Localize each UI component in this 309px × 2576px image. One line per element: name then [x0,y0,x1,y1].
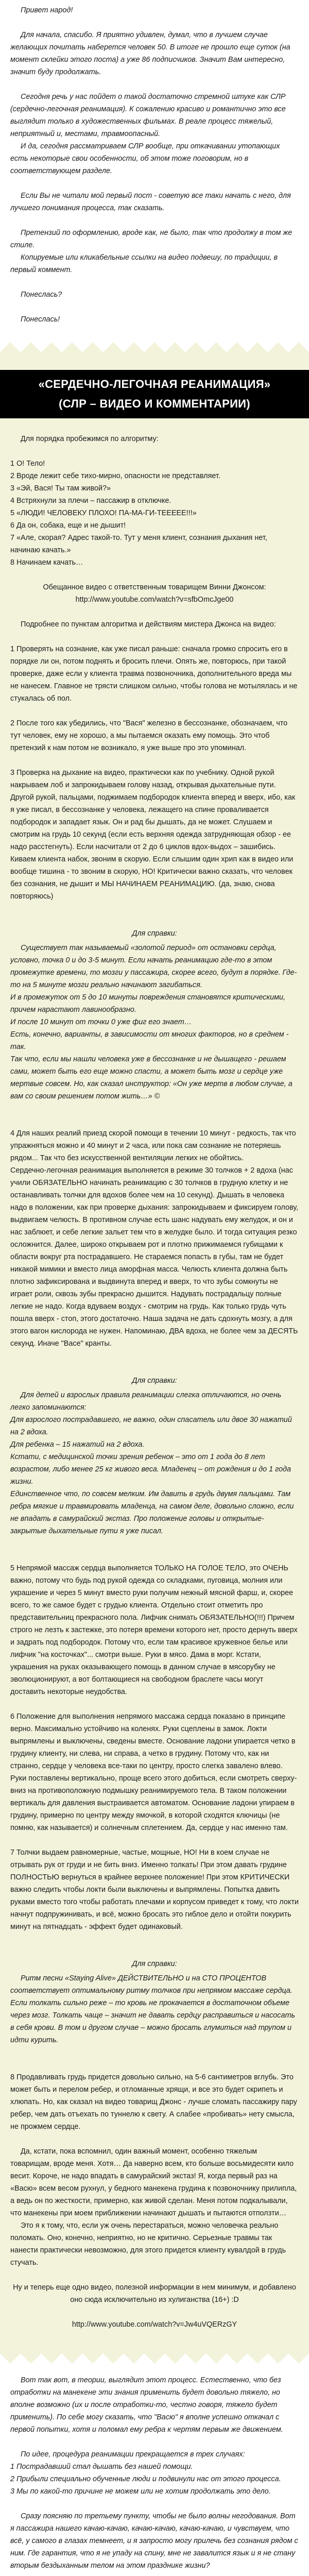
note-line: Кстати, с медицинской точки зрения ребенок – это от 1 года до 8 лет возрастом, либо менее 25 кг живого веса. Младенец – от рождения и до 1 года жизни. [10,1453,291,1486]
intro-paragraph: И да, сегодня рассматриваем СЛР вообще, при откачивании утопающих есть некоторые свои особенности, об этом тоже поговорим, но в соответствующем разделе. [10,142,280,175]
stop-case: 1 Пострадавший стал дышать без нашей помощи. [10,2463,193,2471]
note-line: Для взрослого пострадавшего, не важно, один спасатель или двое 30 нажатий на 2 вдоха. [10,1416,292,1436]
details-intro: Подробнее по пунктам алгоритма и действиям мистера Джонса на видео: [21,620,276,629]
note-line: Есть, конечно, варианты, в зависимости от многих факторов, но в среднем - так. [10,1030,289,1051]
title-line-2: (СЛР – ВИДЕО И КОММЕНТАРИИ) [59,397,250,410]
note-line: Так что, если мы нашли человека уже в бессознанке и не дышащего - решаем сами, может быть его еще можно спасти, а может быть мозг и сердце уже мертвые совсем. Но, как сказал инструктор: «Он уже мертв в любом случае, а вам со своим решением потом жить…» © [10,1055,293,1100]
intro-paragraph: Сегодня речь у нас пойдет о такой достаточно стремной штуке как СЛР (сердечно-легочная реанимация). К сожалению красиво и романтично это все выглядит только в художественных фильмах. В реале процесс тяжелый, неприятный и, местами, травмоопасный. [10,93,286,138]
detail-item-5: 5 Непрямой массаж сердца выполняется ТОЛЬКО НА ГОЛОЕ ТЕЛО, это ОЧЕНЬ важно, потому что будь под рукой одежда со складками, пуговица, молния или украшение и через 5 минут вместо руки получим нежный мясной фарш, и, скорее всего, то же самое будет с грудью клиента. Отдельно стоит отметить про представительниц прекрасного пола. Лифчик снимать ОБЯЗАТЕЛЬНО(!!!) Причем строго не лезть к застежке, это потеря времени которого нет, просто дернуть вверх и задрать под подбородок. Потому что, если там красивое кружевное белье или лифчик "на косточках"... смотри выше. Руки в мясо. Дама в морг. Кстати, украшения на руках оказывающего помощь в данном случае в мясорубку не эволюционируют, а вот болтающиеся на свободном браслете часы могут доставить некоторые неудобства. [10,1564,298,1696]
algorithm-step: 1 О! Тело! [10,460,45,468]
stop-intro: По идее, процедура реанимации прекращается в трех случаях: [21,2450,245,2459]
video2-link[interactable]: http://www.youtube.com/watch?v=Jw4uVQERzGY [72,2320,237,2329]
intro-paragraph: Копируемые или кликабельные ссылки на видео подвешу, по традиции, в первый коммент. [10,253,278,274]
detail-item-4b: Сердечно-легочная реанимация выполняется в режиме 30 толчков + 2 вдоха (нас учили ОБЯЗАТЕЛЬНО начинать реанимацию с 30 толчков в грудную клетку и не останавливать толчки для вдохов более чем на 10 секунд). Дышать в человека надо в положении, как при проверке дыхания: запрокидываем и фиксируем голову, выдвигаем челюсть. В противном случае есть шанс надувать ему желудок, и он и нас заблюет, и себе легкие зальет тем что в желудке было. И тогда ситуация резко осложнится. Далее, широко открываем рот и плотно прижимаемся губищами к области вокруг рта пострадавшего. Не стараемся попасть в губы, там не будет никакой мимики и вместо лица аморфная масса. Челюсть клиента должна быть плотно зафиксирована и выдвинута вперед и вверх, то что зубы сомкнуты не играет роли, сквозь зубы прекрасно дышится. Надувать пострадальцу полные легкие не надо. Когда вдуваем воздух - смотрим на грудь. Как только грудь чуть пошла вверх - стоп, этого достаточно. Наша задача не дать сдохнуть мозгу, а для этого вагон кислорода не нужен. Напоминаю, ДВА вдоха, не более чем за ДЕСЯТЬ секунд. Иначе "Васе" кранты. [10,1166,299,1348]
algorithm-steps [10,457,299,569]
outro-paragraph: Вот так вот, в теории, выглядит этот процесс. Естественно, что без отработки на манекене эти знания применить будет довольно тяжело, но вполне возможно (их и после отработки-то, честно говоря, тяжело будет применить). По себе могу сказать, что "Васю" я вполне успешно откачал с первой попытки, хотя и поломал ему ребра к чертям первым же движением. [10,2376,283,2434]
algorithm-step: 4 Встряхнули за плечи – пассажир в отключке. [10,497,171,505]
note-heading: Для справки: [132,1960,177,1968]
intro-paragraph: Понеслась? [21,291,62,299]
detail-item-2: 2 После того как убедились, что "Вася" железно в бессознанке, обозначаем, что тут человек, ему не хорошо, а мы пытаемся оказать ему помощь. Это чтоб претензий к нам потом не возникало, я уже выше про это упоминал. [10,719,288,752]
aside-paragraph: Это я к тому, что, если уж очень перестараться, можно человечка реально поломать. Оно, конечно, неприятно, но не критично. Серьезные травмы так нанести практически невозможно, для этого придется клиенту кувалдой в грудь стучать. [10,2222,286,2267]
main-section [0,360,309,2346]
algorithm-step: 3 «Эй, Вася! Ты там живой?» [10,484,111,493]
detail-item-7: 7 Толчки выдаем равномерные, частые, мощные, НО! Ни в коем случае не отрывать рук от груди и не бить вниз. Именно толкать! При этом давать грудине ПОЛНОСТЬЮ вернуться в крайнее верхнее положение! При этом КРИТИЧЕСКИ важно следить чтобы локти были выключены и выпрямлены. Попытка давить руками вместо того чтобы работать плечами и корпусом приведет к тому, что локти начнут подпружинивать, и всё, можно бросать это гиблое дело и отойти покурить минут на пятнадцать - эффект будет одинаковый. [10,1849,299,1931]
detail-item-8: 8 Продавливать грудь придется довольно сильно, на 5-6 сантиметров вглубь. Это может быть и перелом ребер, и отломанные хрящи, и все это будет скрипеть и хлюпать. Но, как сказал на видео товарищ Джонс - лучше сломать пассажиру пару ребер, чем дать отъехать по туннелю к свету. А слабее «пробивать» нету смысла, не прожмем сердце. [10,2073,297,2131]
zigzag-divider [0,2346,309,2364]
title-line-1: «СЕРДЕЧНО-ЛЕГОЧНАЯ РЕАНИМАЦИЯ» [38,378,271,391]
algorithm-step: 2 Вроде лежит себе тихо-мирно, опасности не представляет. [10,472,220,480]
note-heading: Для справки: [132,1377,177,1385]
note-line: Для ребенка – 15 нажатий на 2 вдоха. [10,1440,145,1449]
intro-paragraph: Если Вы не читали мой первый пост - советую все таки начать с него, для лучшего понимания процесса, так сказать. [10,192,291,212]
note-line: И после 10 минут от точки 0 уже фиг его знает… [10,1018,192,1026]
intro-paragraph: Для начала, спасибо. Я приятно удивлен, думал, что в лучшем случае желающих почитать наберется человек 50. В итоге не прошло еще суток (на момент склейки этого поста) а уже 86 подписчиков. Значит Вам интересно, значит буду продолжать. [10,31,290,76]
outro-section [0,2364,309,2576]
video1-link[interactable]: http://www.youtube.com/watch?v=sfbOmcJge00 [75,596,234,604]
intro-section [0,0,309,342]
detail-item-6: 6 Положение для выполнения непрямого массажа сердца показано в принципе верно. Максимально устойчиво на коленях. Руки сцеплены в замок. Локти выпрямлены и выключены, сведены вместе. Основание ладони упирается четко в грудину клиенту, ни слева, ни справа, а четко в грудину. Потому что, как ни странно, сердце у человека все-таки по центру, просто слегка завалено влево. Руки поставлены вертикально, проще всего этого добиться, если смотреть сверху-вниз на противоположную подмышку реанимируемого тела. В таком положении вертикаль для давления выстраивается автоматом. Основание ладони упираем в грудину, примерно по центру между ямочкой, в которой сходятся ключицы (не помню, как называется) и солнечным сплетением. Да, сердце у нас именно там. [10,1713,297,1832]
stop-case: 3 Мы по какой-то причине не можем или не хотим продолжать это дело. [10,2487,271,2496]
greeting: Привет народ! [21,6,73,14]
video2-caption: Ну и теперь еще одно видео, полезной информации в нем минимум, и добавлено оно сюда исключительно из хулиганства (16+) :D [13,2283,296,2304]
zigzag-divider [0,342,309,360]
note-heading: Для справки: [132,929,177,938]
video1-caption: Обещанное видео с ответственным товарищем Винни Джонсом: [43,583,266,591]
note-text: Ритм песни «Staying Alive» ДЕЙСТВИТЕЛЬНО и на СТО ПРОЦЕНТОВ соответствует оптимальному ритму толчков при непрямом массаже сердца. Если толкать сильно реже – то кровь не прокачается в достаточном объеме через мозг. Толкать чаще – значит не давать сердцу расправиться и насосать в себя крови. В том и другом случае – можно бросать глумиться над трупом и идти курить. [10,1974,296,2044]
note-line: Единственное что, по совсем мелким. Им давить в грудь двумя пальцами. Там ребра мягкие и травмировать младенца, на самом деле, довольно сложно, если не впадать в самурайский экстаз. Про положение головы и открытые-закрытые дыхательные пути я уже писал. [10,1490,294,1535]
algorithm-step: 6 Да он, собака, еще и не дышит! [10,521,126,530]
algorithm-step: 7 «Але, скорая? Адрес такой-то. Тут у меня клиент, сознания дыхания нет, начинаю качать.» [10,534,267,554]
title-banner [0,370,309,418]
intro-paragraph: Претензий по оформлению, вроде как, не было, так что продолжу в том же стиле. [10,229,293,249]
detail-item-1: 1 Проверять на сознание, как уже писал раньше: сначала громко спросить его в порядке ли он, потом поднять и бросить плечи. Опять же, повторюсь, при такой проверке, даже если у клиента травма позвоночника, дополнительного вреда мы не нанесем. Главное не трясти слишком сильно, чтобы голова не мотылялась и не стукалась об пол. [10,645,298,703]
outro-paragraph: Сразу поясняю по третьему пункту, чтобы не было волны негодования. Вот я пассажира нашего качаю-качаю, качаю-качаю, качаю-качаю, и чувствуем, что всё, у самого в глазах темнеет, и я запросто могу прилечь без сознания рядом с ним. Где гарантия, что я не упаду на спину, мне не завалится язык и я не стану вторым бездыханным телом на этом празднике жизни? [10,2512,298,2570]
algorithm-intro: Для порядка пробежимся по алгоритму: [21,435,159,443]
algorithm-step: 5 «ЛЮДИ! ЧЕЛОВЕКУ ПЛОХО! ПА-МА-ГИ-ТЕЕЕЕЕ!!!» [10,509,197,517]
note-line: И в промежуток от 5 до 10 минуты повреждения становятся критическими, причем нарастают лавинообразно. [10,993,286,1014]
aside-paragraph: Да, кстати, пока вспомнил, один важный момент, особенно тяжелым товарищам, вроде меня. Хотя… Да наверно всем, кто больше восьмидесяти кило весит. Короче, не надо впадать в самурайский экстаз! Я, когда первый раз на «Васю» всем весом рухнул, у бедного манекена грудина к позвоночнику прилипла, а ведь он по жесткости, примерно, как живой сделан. Меня потом подкалывали, что манекены при моем приближении начинают дышать и пытаются отползти… [10,2147,297,2217]
algorithm-step: 8 Начинаем качать… [10,558,83,567]
detail-item-3: 3 Проверка на дыхание на видео, практически как по учебнику. Одной рукой накрываем лоб и запрокидываем голову назад, открывая дыхательные пути. Другой рукой, пальцами, поджимаем подбородок клиента вперед и вверх, ибо, как я уже писал, в бессознанке у человека, лежащего на спине проваливается подбородок и западает язык. Он и рад бы дышать, да не может. Слушаем и смотрим на грудь 10 секунд (если есть верхняя одежда затрудняющая обзор - ее надо расстегнуть). Если насчитали от 2 до 6 циклов вдох-выдох – зашибись. Киваем клиента набок, звоним в скорую. Если слышим один хрип как в видео или вообще тишина - то звоним в скорую, НО! Критически важно сказать, что человек без сознания, не дышит и МЫ НАЧИНАЕМ РЕАНИМАЦИЮ. (да, знаю, снова повторяюсь) [10,769,296,901]
stop-case: 2 Прибыли специально обученные люди и подвинули нас от этого процесса. [10,2475,281,2483]
intro-paragraph: Понеслась! [21,315,60,324]
detail-item-4: 4 Для наших реалий приезд скорой помощи в течении 10 минут - редкость, так что упражняться можно и 40 минут и 2 часа, или пока сам сознание не потеряешь рядом... Так что без искусственной вентиляции легких не обойтись. [10,1129,296,1162]
note-line: Для детей и взрослых правила реанимации слегка отличаются, но очень легко запоминаются: [10,1391,282,1412]
note-line: Существует так называемый «золотой период» от остановки сердца, условно, точка 0 и до 3-5 минут. Если начать реанимацию где-то в этом промежутке времени, то мозги у пассажира, скорее всего, будут в порядке. Где-то на 5 минуте мозги реально начинают загибаться. [10,944,297,989]
